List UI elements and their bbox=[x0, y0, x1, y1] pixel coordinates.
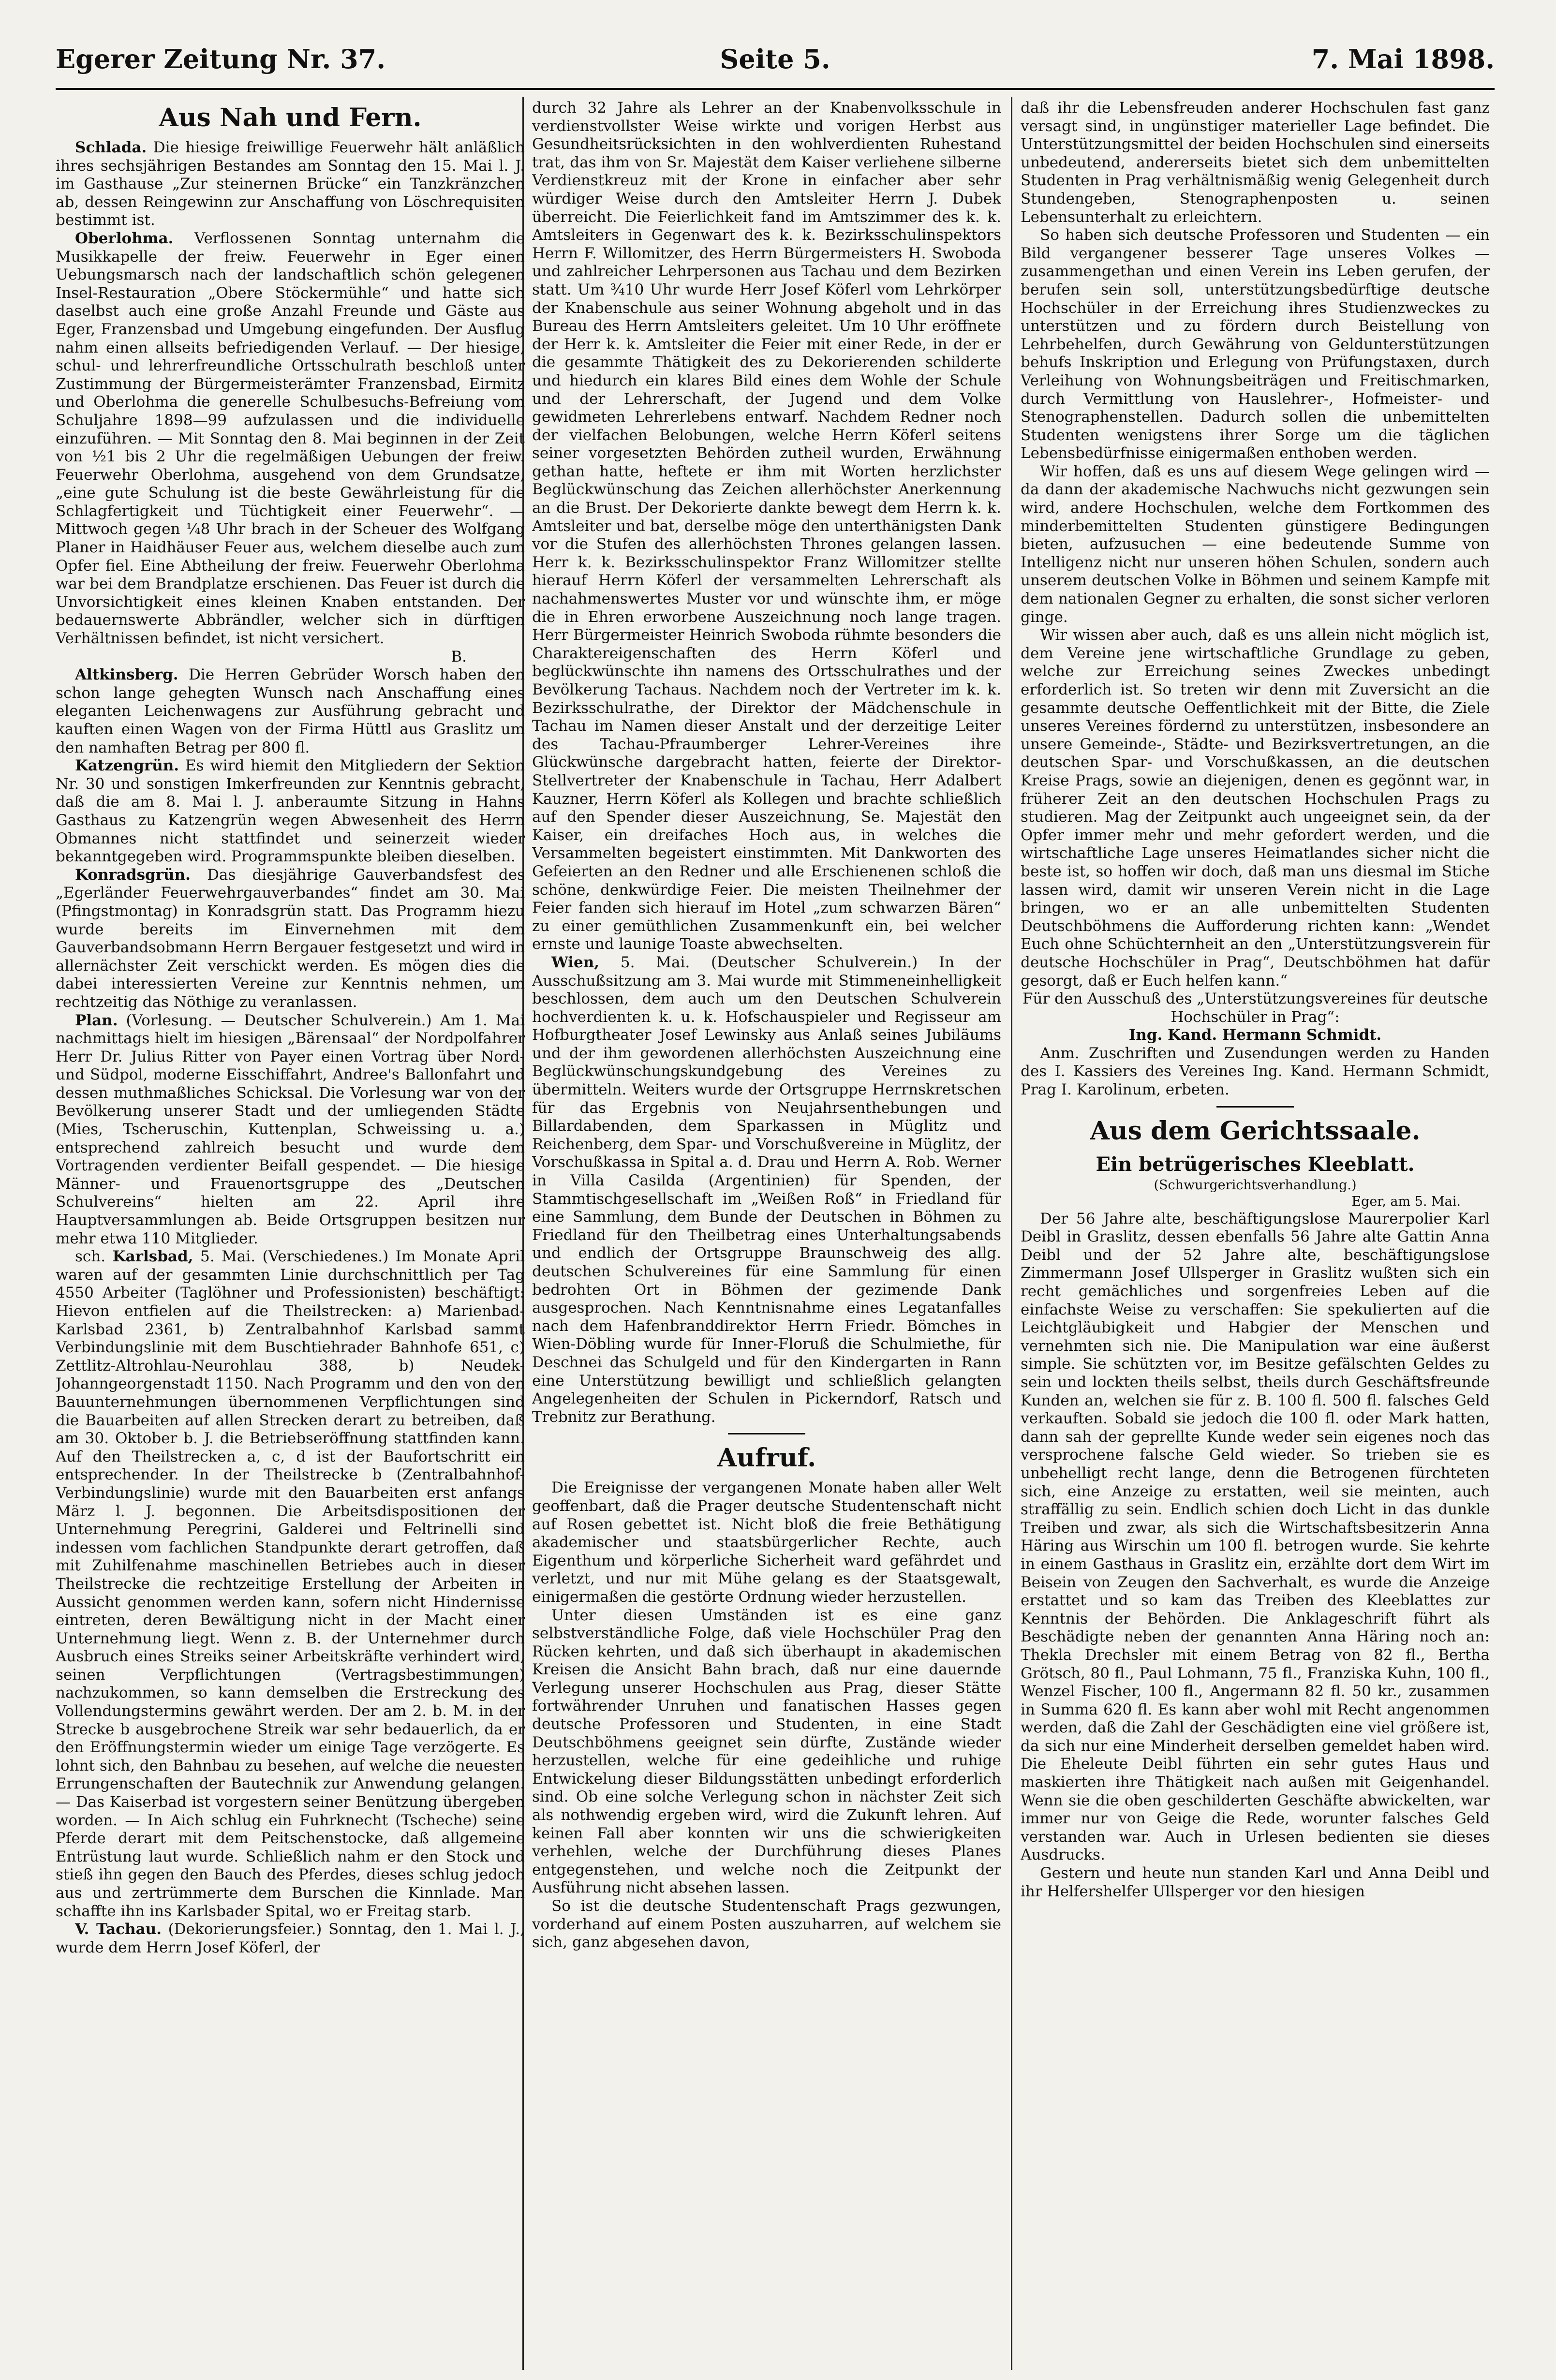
article-tachau bbox=[56, 1921, 525, 1957]
article-konradsgruen bbox=[56, 866, 525, 1012]
column-3 bbox=[1021, 99, 1490, 2367]
separator-rule bbox=[728, 1433, 805, 1434]
gericht-paragraph-2: Gestern und heute nun standen Karl und Anna Deibl und ihr Helfershelfer Ullsperger vor den hiesigen bbox=[1021, 1864, 1490, 1900]
separator-rule-2 bbox=[1216, 1106, 1294, 1108]
place-tachau: V. Tachau. bbox=[75, 1921, 162, 1938]
header-page-number: Seite 5. bbox=[720, 44, 830, 74]
aufruf-paragraph-1: Die Ereignisse der vergangenen Monate haben aller Welt geoffenbart, daß die Prager deutsche Studentenschaft nicht auf Rosen gebettet ist. Nicht bloß die freie Bethätigung akademischer und staatsbürgerlicher Rechte, auch Eigenthum und körperliche Sicherheit ward gefährdet und verletzt, und nur mit Mühe gelang es der Staatsgewalt, einigermaßen die gestörte Ordnung wieder herzustellen. bbox=[532, 1479, 1001, 1606]
column-divider-2 bbox=[1011, 97, 1012, 2370]
section-title-aus-nah-und-fern: Aus Nah und Fern. bbox=[159, 103, 422, 133]
article-wien bbox=[532, 954, 1001, 1426]
aufruf-paragraph-3: So ist die deutsche Studentenschaft Prags gezwungen, vorderhand auf einem Posten auszuharren, auf welchem sie sich, ganz abgesehen davon, bbox=[532, 1897, 1001, 1951]
text-altkinsberg: Die Herren Gebrüder Worsch haben den schon lange gehegten Wunsch nach Anschaffung eines eleganten Leichenwagens zur Ausführung gebracht und kauften einen Wagen von der Firma Hüttl aus Graslitz um den namhaften Betrag per 800 fl. bbox=[56, 666, 525, 756]
aufruf-paragraph-2: Unter diesen Umständen ist es eine ganz selbstverständliche Folge, daß viele Hochschüler Prag den Rücken kehrten, und daß sich überhaupt in akademischen Kreisen die Ansicht Bahn brach, daß nur eine dauernde Verlegung unserer Hochschulen aus Prag, dieser Stätte fortwährender Unruhen und fanatischen Hasses gegen deutsche Professoren und Studenten, in eine Stadt Deutschböhmens geeignet sein dürfte, Zustände wieder herzustellen, welche für eine gedeihliche und ruhige Entwickelung dieser Bildungsstätten unbedingt erforderlich sind. Ob eine solche Verlegung schon in nächster Zeit sich als nothwendig ergeben wird, wird die Zukunft lehren. Auf keinen Fall aber konnten wir uns die schwierigkeiten verhehlen, welche der Durchführung dieses Planes entgegenstehen, und welche noch die Zeitpunkt der Ausführung nicht absehen lassen. bbox=[532, 1606, 1001, 1897]
aufruf-annotation: Anm. Zuschriften und Zusendungen werden zu Handen des I. Kassiers des Vereines Ing. Kand. Hermann Schmidt, Prag I. Karolinum, erbeten. bbox=[1021, 1044, 1490, 1099]
place-schlada: Schlada. bbox=[75, 139, 147, 156]
header-newspaper-issue: Egerer Zeitung Nr. 37. bbox=[56, 44, 386, 74]
place-plan: Plan. bbox=[75, 1011, 118, 1029]
place-karlsbad: Karlsbad, bbox=[112, 1248, 193, 1266]
aufruf-continued: daß ihr die Lebensfreuden anderer Hochschulen fast ganz versagt sind, in ungünstiger materieller Lage befindet. Die Unterstützungsmittel der beiden Hochschulen sind einerseits unbedeutend, andererseits bietet sich dem unbemittelten Studenten in Prag verhältnismäßig wenig Gelegenheit durch Stundengeben, Stenographenposten u. seinen Lebensunterhalt zu erleichtern. bbox=[1021, 99, 1490, 226]
text-wien: 5. Mai. (Deutscher Schulverein.) In der Ausschußsitzung am 3. Mai wurde mit Stimmeneinhelligkeit beschlossen, dem auch um den Deutschen Schulverein hochverdienten k. u. k. Hofschauspieler und Regisseur am Hofburgtheater Josef Lewinsky aus Anlaß seines Jubiläums und der ihm gewordenen allerhöchsten Auszeichnung eine Beglückwünschungskundgebung des Vereines zu übermitteln. Weiters wurde der Ortsgruppe Herrnskretschen für das Ergebnis von Neujahrsenthebungen und Billardabenden, dem Sparkassen in Müglitz und Reichenberg, dem Spar- und Vorschußvereine in Müglitz, der Vorschußkassa in Spital a. d. Drau und Herrn A. Rob. Werner in Villa Casilda (Argentinien) für Spenden, der Stammtischgesellschaft im „Weißen Roß“ in Friedland für eine Sammlung, dem Bunde der Deutschen in Böhmen zu Friedland für den Theilbetrag eines Unterhaltungsabends und endlich der Ortsgruppe Braunschweig des allg. deutschen Schulvereines für eine Sammlung für einen bedrohten Ort in Böhmen der gezimende Dank ausgesprochen. Nach Kenntnisnahme eines Legatanfalles nach dem Hafenbranddirektor Herrn Friedr. Bömches in Wien-Döbling wurde für Inner-Floruß die Schulmiethe, für Deschnei das Schulgeld und für den Kindergarten in Rann eine Unterstützung bewilligt und schließlich gelangten Angelegenheiten der Schulen in Pickerndorf, Ratsch und Trebnitz zur Berathung. bbox=[532, 953, 1001, 1426]
column-1 bbox=[56, 99, 525, 2367]
signature-plan: sch. bbox=[75, 1248, 106, 1266]
text-katzengruen: Es wird hiemit den Mitgliedern der Sektion Nr. 30 und sonstigen Imkerfreunden zur Kenntnis gebracht, daß die am 8. Mai l. J. anberaumte Sitzung in Hahns Gasthaus zu Katzengrün wegen Abwesenheit des Herrn Obmannes nicht stattfindet und seinerzeit wieder bekanntgegeben wird. Programmspunkte bleiben dieselben. bbox=[56, 757, 525, 866]
text-karlsbad: 5. Mai. (Verschiedenes.) Im Monate April waren auf der gesammten Linie durchschnittlich per Tag 4550 Arbeiter (Taglöhner und Professionisten) beschäftigt: Hievon entfielen auf die Theilstrecken: a) Marienbad-Karlsbad 2361, b) Zentralbahnhof Karlsbad sammt Verbindungslinie mit dem Buschtiehrader Bahnhofe 651, c) Zettlitz-Altrohlau-Neurohlau 388, b) Neudek-Johanngeorgenstadt 1150. Nach Programm und den von den Bauunternehmungen übernommenen Verpflichtungen sind die Bauarbeiten auf allen Strecken derart zu betreiben, daß am 30. Oktober b. J. die Betriebseröffnung stattfinden kann. Auf den Theilstrecken a, c, d ist der Baufortschritt ein entsprechender. In der Theilstrecke b (Zentralbahnhof-Verbindungslinie) wurde mit den Bauarbeiten erst anfangs März l. J. begonnen. Die Arbeitsdispositionen der Unternehmung Peregrini, Galderei und Feltrinelli sind indessen vom fachlichen Standpunkte derart getroffen, daß mit Zuhilfenahme maschinellen Betriebes auch in dieser Theilstrecke die rechtzeitige Erstellung der Arbeiten in Aussicht genommen werden kann, sofern nicht Hindernisse eintreten, deren Bewältigung nicht in der Macht einer Unternehmung liegt. Wenn z. B. der Unternehmer durch Ausbruch eines Streiks seiner Arbeitskräfte verhindert wird, seinen Verpflichtungen (Vertragsbestimmungen) nachzukommen, so kann demselben die Erstreckung des Vollendungstermins gewährt werden. Der am 2. b. M. in der Strecke b ausgebrochene Streik war sehr bedauerlich, da er den Eröffnungstermin wieder um einige Tage verzögerte. Es lohnt sich, den Bahnbau zu besehen, auf welche die neuesten Errungenschaften der Bautechnik zur Anwendung gelangen. — Das Kaiserbad ist vorgestern seiner Benützung übergeben worden. — In Aich schlug ein Fuhrknecht (Tscheche) seine Pferde derart mit dem Peitschenstocke, daß allgemeine Entrüstung laut wurde. Schließlich nahm er den Stock und stieß ihn gegen den Bauch des Pferdes, dieses schlug jedoch aus und zertrümmerte dem Burschen die Kinnlade. Man schaffte ihn ins Karlsbader Spital, wo er Freitag starb. bbox=[56, 1248, 525, 1920]
page-header bbox=[56, 44, 1495, 82]
article-katzengruen bbox=[56, 757, 525, 866]
article-dateline: Eger, am 5. Mai. bbox=[1351, 1194, 1461, 1209]
article-subtitle-kleeblatt: Ein betrügerisches Kleeblatt. bbox=[1096, 1153, 1415, 1176]
text-schlada: Die hiesige freiwillige Feuerwehr hält anläßlich ihres sechsjährigen Bestandes am Sonntag den 15. Mai l. J. im Gasthause „Zur steinernen Brücke“ ein Tanzkränzchen ab, dessen Reingewinn zur Anschaffung von Löschrequisiten bestimmt ist. bbox=[56, 139, 525, 229]
section-title-gerichtssaale: Aus dem Gerichtssaale. bbox=[1090, 1116, 1421, 1146]
aufruf-paragraph-6: Wir wissen aber auch, daß es uns allein nicht möglich ist, dem Vereine jene wirtschaftliche Grundlage zu geben, welche zur Erreichung seines Zweckes unbedingt erforderlich ist. So treten wir denn mit Zuversicht an die gesammte deutsche Oeffentlichkeit mit der Bitte, die Ziele unseres Vereines fördernd zu unterstützen, insbesondere an unsere Gemeinde-, Städte- und Bezirksvertretungen, an die deutschen Spar- und Vorschußkassen, an die deutschen Kreise Prags, sowie an diejenigen, denen es gegönnt war, in früherer Zeit an den deutschen Hochschulen Prags zu studieren. Mag der Zeitpunkt auch ungeeignet sein, da der Opfer immer mehr und mehr gefordert werden, und die wirtschaftliche Lage unseres Heimatlandes sicher nicht die beste ist, so hoffen wir doch, daß man uns diesmal im Stiche lassen wird, damit wir unseren Verein nicht in die Lage bringen, wo er an alle unbemittelten Studenten Deutschböhmens die Aufforderung richten kann: „Wendet Euch ohne Schüchternheit an den „Unterstützungsverein für deutsche Hochschüler in Prag“, Deutschböhmen hat dafür gesorgt, daß er Euch helfen kann.“ bbox=[1021, 626, 1490, 990]
article-karlsbad bbox=[56, 1248, 525, 1921]
text-tachau: (Dekorierungsfeier.) Sonntag, den 1. Mai l. J., wurde dem Herrn Josef Köferl, der bbox=[56, 1921, 525, 1956]
text-konradsgruen: Das diesjährige Gauverbandsfest des „Egerländer Feuerwehrgauverbandes“ findet am 30. Mai (Pfingstmontag) in Konradsgrün statt. Das Programm hiezu wurde bereits im Einvernehmen mit dem Gauverbandsobmann Herrn Bergauer festgesetzt und wird in allernächster Zeit verschickt werden. Es mögen dies die dabei interessierten Vereine zur Kenntnis nehmen, um rechtzeitig das Nöthige zu veranlassen. bbox=[56, 866, 525, 1011]
article-oberlohma bbox=[56, 230, 525, 648]
header-rule bbox=[56, 88, 1495, 90]
place-oberlohma: Oberlohma. bbox=[75, 229, 174, 247]
text-tachau-continued: durch 32 Jahre als Lehrer an der Knabenvolksschule in verdienstvollster Weise wirkte und vorigen Herbst aus Gesundheitsrücksichten in den wohlverdienten Ruhestand trat, das ihm von Sr. Majestät dem Kaiser verliehene silberne Verdienstkreuz mit der Krone in einfacher aber sehr würdiger Weise durch den Amtsleiter Herrn J. Dubek überreicht. Die Feierlichkeit fand im Amtszimmer des k. k. Amtsleiters in Gegenwart des k. k. Bezirksschulinspektors Herrn F. Willomitzer, des Herrn Bürgermeisters H. Swoboda und zahlreicher Lehrpersonen aus Tachau und dem Bezirken statt. Um ³⁄₄10 Uhr wurde Herr Josef Köferl vom Lehrkörper der Knabenschule aus seiner Wohnung abgeholt und in das Bureau des Herrn Amtsleiters geleitet. Um 10 Uhr eröffnete der Herr k. k. Amtsleiter die Feier mit einer Rede, in der er die gesammte Thätigkeit des zu Dekorierenden schilderte und hiedurch ein klares Bild eines dem Wohle der Schule und der Lehrerschaft, der Jugend und dem Volke gewidmeten Lehrerlebens entwarf. Nachdem Redner noch der vielfachen Belobungen, welche Herrn Köferl seitens seiner vorgesetzten Behörden zutheil wurden, Erwähnung gethan hatte, heftete er ihm mit Worten herzlichster Beglückwünschung das Zeichen allerhöchster Anerkennung an die Brust. Der Dekorierte dankte bewegt dem Herrn k. k. Amtsleiter und bat, derselbe möge den unterthänigsten Dank vor die Stufen des allerhöchsten Thrones gelangen lassen. Herr k. k. Bezirksschulinspektor Franz Willomitzer stellte hierauf Herrn Köferl der versammelten Lehrerschaft als nachahmenswertes Muster vor und wünschte ihm, er möge die in Ehren erworbene Auszeichnung noch lange tragen. Herr Bürgermeister Heinrich Swoboda rühmte besonders die Charaktereigenschaften des Herrn Köferl und beglückwünschte ihn namens des Ortsschulrathes und der Bevölkerung Tachaus. Nachdem noch der Vertreter im k. k. Bezirksschulrathe, der Direktor der Mädchenschule in Tachau im Namen dieser Anstalt und der derzeitige Leiter des Tachau-Pfraumberger Lehrer-Vereines ihre Glückwünsche dargebracht hatten, feierte der Direktor-Stellvertreter der Knabenschule in Tachau, Herr Adalbert Kauzner, Herrn Köferl als Kollegen und brachte schließlich auf den Spender dieser Auszeichnung, Se. Majestät den Kaiser, ein dreifaches Hoch aus, in welches die Versammelten begeistert einstimmten. Mit Dankworten des Gefeierten an den Redner und alle Erschienenen schloß die schöne, denkwürdige Feier. Die meisten Theilnehmer der Feier fanden sich hierauf im Hotel „zum schwarzen Bären“ zu einer gemüthlichen Zusammenkunft ein, bei welcher ernste und launige Toaste abwechselten. bbox=[532, 99, 1001, 953]
aufruf-paragraph-5: Wir hoffen, daß es uns auf diesem Wege gelingen wird — da dann der akademische Nachwuchs nicht gezwungen sein wird, andere Hochschulen, welche dem Fortkommen des minderbemittelten Studenten günstigere Bedingungen bieten, aufzusuchen — eine bedeutende Summe von Intelligenz nicht nur unseren höhen Schulen, sondern auch unserem deutschen Volke in Böhmen und seinem Kampfe mit dem nationalen Gegner zu erhalten, die sonst sicher verloren ginge. bbox=[1021, 462, 1490, 626]
header-date: 7. Mai 1898. bbox=[1311, 44, 1495, 74]
article-schlada bbox=[56, 139, 525, 230]
place-wien: Wien, bbox=[551, 953, 600, 971]
aufruf-signature-line: Für den Ausschuß des „Unterstützungsvereines für deutsche Hochschüler in Prag“: bbox=[1022, 990, 1488, 1026]
article-note-schwurgericht: (Schwurgerichtsverhandlung.) bbox=[1154, 1177, 1357, 1193]
aufruf-paragraph-4: So haben sich deutsche Professoren und Studenten — ein Bild vergangener besserer Tage unseres Volkes — zusammengethan und einen Verein ins Leben gerufen, der berufen sein soll, unterstützungsbedürftige deutsche Hochschüler in der Erreichung ihres Studienzweckes zu unterstützen und zu fördern durch Beistellung von Lehrbehelfen, durch Gewährung von Geldunterstützungen behufs Inskription und Erlegung von Prüfungstaxen, durch Verleihung von Wohnungsbeiträgen und Freitischmarken, durch Vermittlung von Hauslehrer-, Hofmeister- und Stenographenstellen. Dadurch sollen die unbemittelten Studenten wenigstens ihrer Sorge um die täglichen Lebensbedürfnisse einigermaßen enthoben werden. bbox=[1021, 226, 1490, 462]
place-altkinsberg: Altkinsberg. bbox=[75, 666, 178, 684]
aufruf-signatory: Ing. Kand. Hermann Schmidt. bbox=[1128, 1026, 1382, 1044]
signature-oberlohma: B. bbox=[451, 648, 467, 665]
place-konradsgruen: Konradsgrün. bbox=[75, 866, 191, 884]
text-oberlohma: Verflossenen Sonntag unternahm die Musikkapelle der freiw. Feuerwehr in Eger einen Uebungsmarsch nach der landschaftlich schön gelegenen Insel-Restauration „Obere Stöckermühle“ und hatte sich daselbst auch eine große Anzahl Freunde und Gäste aus Eger, Franzensbad und Umgebung eingefunden. Der Ausflug nahm einen allseits befriedigenden Verlauf. — Der hiesige, schul- und lehrerfreundliche Ortsschulrath beschloß unter Zustimmung der Bürgermeisterämter Franzensbad, Eirmitz und Oberlohma die generelle Schulbesuchs-Befreiung vom Schuljahre 1898—99 aufzulassen und die individuelle einzuführen. — Mit Sonntag den 8. Mai beginnen in der Zeit von ½1 bis 2 Uhr die regelmäßigen Uebungen der freiw. Feuerwehr Oberlohma, ausgehend von dem Grundsatze, „eine gute Schulung ist die beste Gewährleistung für die Schlagfertigkeit und Tüchtigkeit einer Feuerwehr“. — Mittwoch gegen ¼8 Uhr brach in der Scheuer des Wolfgang Planer in Haidhäuser Feuer aus, welchem dieselbe auch zum Opfer fiel. Eine Abtheilung der freiw. Feuerwehr Oberlohma war bei dem Brandplatze erschienen. Das Feuer ist durch die Unvorsichtigkeit eines kleinen Knaben entstanden. Der bedauernswerte Abbrändler, welcher sich in dürftigen Verhältnissen befindet, ist nicht versichert. bbox=[56, 229, 525, 648]
place-katzengruen: Katzengrün. bbox=[75, 757, 179, 775]
text-plan: (Vorlesung. — Deutscher Schulverein.) Am 1. Mai nachmittags hielt im hiesigen „Bärensaal“ der Nordpolfahrer Herr Dr. Julius Ritter von Payer einen Vortrag über Nord- und Südpol, moderne Eisschiffahrt, Andree's Ballonfahrt und dessen muthmaßliches Schicksal. Die Vorlesung war von der Bevölkerung unserer Stadt und der umliegenden Städte (Mies, Tscheruschin, Kuttenplan, Schweissing u. a.) entsprechend zahlreich besucht und wurde dem Vortragenden verdienter Beifall gespendet. — Die hiesige Männer- und Frauenortsgruppe des „Deutschen Schulvereins“ hielten am 22. April ihre Hauptversammlungen ab. Beide Ortsgruppen besitzen nur mehr etwa 110 Mitglieder. bbox=[56, 1011, 525, 1247]
article-plan bbox=[56, 1012, 525, 1248]
section-title-aufruf: Aufruf. bbox=[717, 1443, 816, 1473]
column-2 bbox=[532, 99, 1001, 2367]
gericht-paragraph-1: Der 56 Jahre alte, beschäftigungslose Maurerpolier Karl Deibl in Graslitz, dessen ebenfalls 56 Jahre alte Gattin Anna Deibl und der 52 Jahre alte, beschäftigungslose Zimmermann Josef Ullsperger in Graslitz wußten sich ein recht gemächliches und sorgenfreies Leben auf die einfachste Weise zu verschaffen: Sie spekulierten auf die Leichtgläubigkeit und Habgier der Menschen und vernehmten sich nie. Die Manipulation war eine äußerst simple. Sie schützten vor, im Besitze gefälschten Geldes zu sein und lockten theils selbst, theils durch Geschäftsfreunde Kunden an, welchen sie für z. B. 100 fl. 500 fl. falsches Geld verkauften. Sobald sie jedoch die 100 fl. oder Mark hatten, dann sah der geprellte Kunde weder sein eigenes noch das versprochene falsche Geld wieder. So trieben sie es unbehelligt recht lange, denn die Betrogenen fürchteten sich, eine Anzeige zu erstatten, weil sie meinten, auch straffällig zu sein. Endlich schien doch Licht in das dunkle Treiben und zwar, als sich die Wirtschaftsbesitzerin Anna Häring aus Wirschin um 100 fl. betrogen wurde. Sie kehrte in einem Gasthaus in Graslitz ein, erzählte dort dem Wirt im Beisein von Zeugen den Sachverhalt, es wurde die Anzeige erstattet und so kam das Treiben des Kleeblattes zur Kenntnis der Behörden. Die Anklageschrift führt als Beschädigte neben der genannten Anna Häring noch an: Thekla Drechsler mit einem Betrag von 82 fl., Bertha Grötsch, 80 fl., Paul Lohmann, 75 fl., Franziska Kuhn, 100 fl., Wenzel Fischer, 100 fl., Angermann 82 fl. 50 kr., zusammen in Summa 620 fl. Es kann aber wohl mit Recht angenommen werden, daß die Zahl der Geschädigten eine viel größere ist, da sich nur eine Minderheit derselben gemeldet haben wird. Die Eheleute Deibl führten ein sehr gutes Haus und maskierten ihre Thätigkeit nach außen mit Geigenhandel. Wenn sie die oben geschilderten Geschäfte abwickelten, war immer nur von Geige die Rede, worunter falsches Geld verstanden war. Auch in Urlesen bedienten sie dieses Ausdrucks. bbox=[1021, 1210, 1490, 1864]
article-altkinsberg bbox=[56, 666, 525, 757]
